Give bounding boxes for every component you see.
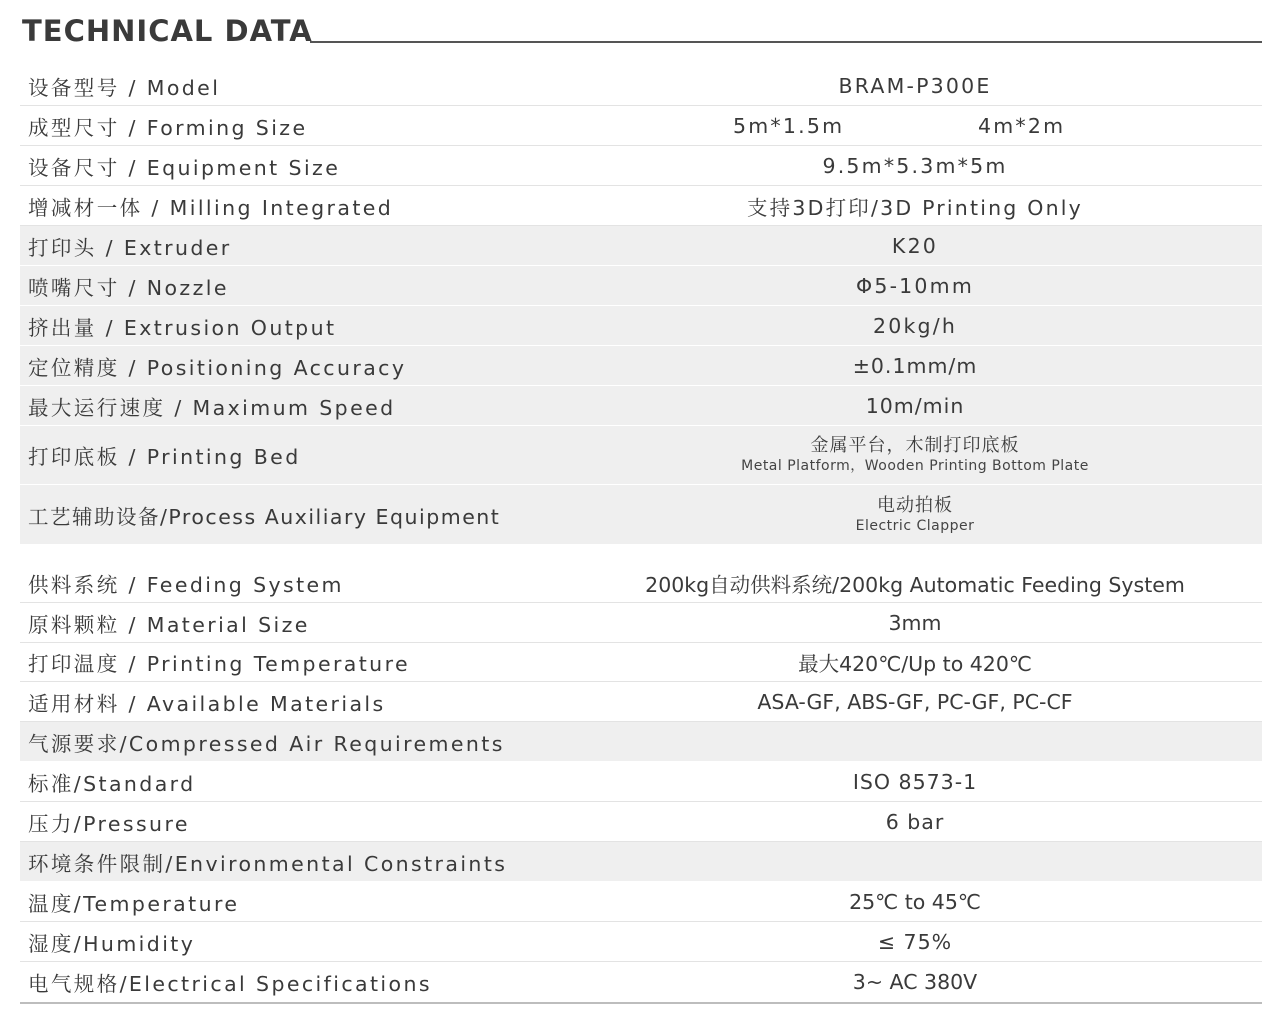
spec-value <box>540 485 1262 544</box>
spec-label: 供料系统 / Feeding System <box>28 572 344 597</box>
spec-value: BRAM-P300E <box>838 73 992 98</box>
spec-row-printing-temp <box>20 643 1262 682</box>
spec-value: 20kg/h <box>872 313 958 338</box>
spec-value: 10m/min <box>865 393 965 418</box>
spec-label: 适用材料 / Available Materials <box>28 691 386 716</box>
spec-row-model <box>20 66 1262 106</box>
spec-value: ASA-GF, ABS-GF, PC-GF, PC-CF <box>757 689 1073 714</box>
spec-row-milling <box>20 186 1262 226</box>
spec-label: 定位精度 / Positioning Accuracy <box>28 355 407 380</box>
spec-label: 挤出量 / Extrusion Output <box>28 315 337 340</box>
spec-label: 打印温度 / Printing Temperature <box>28 652 410 676</box>
spec-label: 打印底板 / Printing Bed <box>28 445 301 469</box>
spec-row-electrical <box>20 962 1262 1002</box>
spec-value-b: 4m*2m <box>978 113 1066 138</box>
spec-value <box>540 426 1262 484</box>
spec-row-humidity <box>20 922 1262 962</box>
spec-row-equipment-size <box>20 146 1262 186</box>
page-header <box>22 14 1262 50</box>
spec-value: 9.5m*5.3m*5m <box>822 153 1008 178</box>
spec-value: 3~ AC 380V <box>852 970 978 994</box>
spec-label: 设备尺寸 / Equipment Size <box>28 155 341 180</box>
spec-label: 设备型号 / Model <box>28 75 221 100</box>
spec-value: 最大420℃/Up to 420℃ <box>798 652 1032 676</box>
spec-row-temperature <box>20 882 1262 922</box>
spec-row-max-speed <box>20 386 1262 426</box>
spec-value: ±0.1mm/m <box>852 353 978 378</box>
spec-label: 成型尺寸 / Forming Size <box>28 115 308 140</box>
spec-label: 原料颗粒 / Material Size <box>28 612 310 637</box>
spec-row-air-requirements <box>20 722 1262 762</box>
spec-value <box>540 722 1262 761</box>
spec-row-extruder <box>20 226 1262 266</box>
spec-row-pressure <box>20 802 1262 842</box>
spec-value-main: 金属平台，木制打印底板 <box>810 435 1020 456</box>
spec-row-extrusion-output <box>20 306 1262 346</box>
spec-value: 25℃ to 45℃ <box>849 889 981 914</box>
spec-label: 气源要求/Compressed Air Requirements <box>28 731 505 756</box>
spec-row-standard <box>20 762 1262 802</box>
spec-label: 湿度/Humidity <box>28 931 196 956</box>
spec-value: 200kg自动供料系统/200kg Automatic Feeding System <box>645 572 1185 597</box>
spec-value <box>540 842 1262 881</box>
spec-value: K20 <box>891 233 939 258</box>
spec-row-material-size <box>20 603 1262 643</box>
spec-value: 3mm <box>888 610 942 635</box>
spec-value: 支持3D打印/3D Printing Only <box>746 195 1083 220</box>
spec-row-materials <box>20 682 1262 722</box>
spec-label: 工艺辅助设备/Process Auxiliary Equipment <box>28 504 501 529</box>
title-rule <box>310 41 1262 43</box>
spec-label: 环境条件限制/Environmental Constraints <box>28 851 508 876</box>
spec-value: 6 bar <box>885 809 945 834</box>
spec-row-feeding <box>20 563 1262 603</box>
page-title: TECHNICAL DATA <box>22 14 313 48</box>
spec-label: 压力/Pressure <box>28 811 190 836</box>
spec-value: ISO 8573-1 <box>852 769 978 794</box>
spec-label: 打印头 / Extruder <box>28 235 232 260</box>
spec-value-sub: Electric Clapper <box>855 517 975 534</box>
spec-label: 温度/Temperature <box>28 891 240 916</box>
spec-table <box>20 66 1262 1004</box>
spec-value-a: 5m*1.5m <box>733 113 845 138</box>
spec-value: ≤ 75% <box>877 929 953 954</box>
spec-row-forming-size <box>20 106 1262 146</box>
spec-label: 增减材一体 / Milling Integrated <box>28 195 394 220</box>
spec-value-main: 电动拍板 <box>877 494 953 516</box>
spec-row-environmental <box>20 842 1262 882</box>
spec-label: 最大运行速度 / Maximum Speed <box>28 395 396 420</box>
spec-label: 喷嘴尺寸 / Nozzle <box>28 275 229 300</box>
spec-value-sub: Metal Platform，Wooden Printing Bottom Plate <box>741 458 1089 474</box>
section-gap <box>20 544 1262 563</box>
spec-value: Φ5-10mm <box>855 273 974 298</box>
spec-row-printing-bed <box>20 426 1262 485</box>
spec-row-positioning <box>20 346 1262 386</box>
spec-row-nozzle <box>20 266 1262 306</box>
spec-row-auxiliary <box>20 485 1262 544</box>
spec-label: 标准/Standard <box>28 771 196 796</box>
spec-label: 电气规格/Electrical Specifications <box>28 972 432 996</box>
